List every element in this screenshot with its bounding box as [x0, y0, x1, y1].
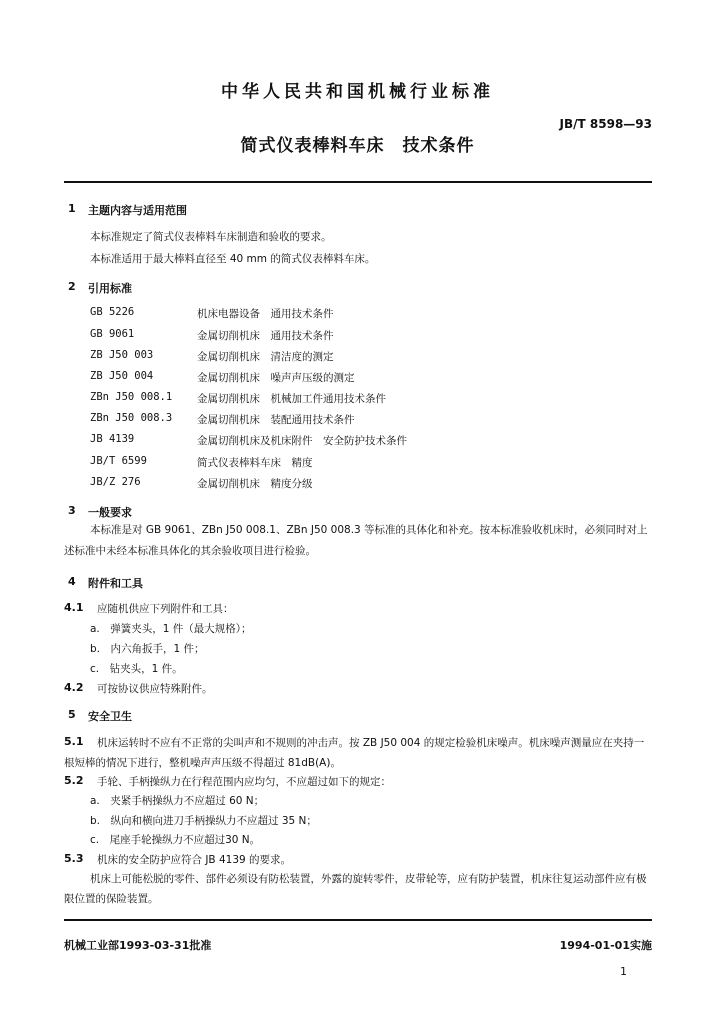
footer-divider [64, 919, 652, 921]
item-5-3-paragraph: 机床上可能松脱的零件、部件必须设有防松装置，外露的旋转零件，皮带轮等，应有防护装置，机床往复运动部件应有极限位置的保险装置。 [64, 873, 647, 905]
reference-code: GB 5226 [90, 306, 135, 318]
item-4-1-b: b. 内六角扳手，1 件； [90, 643, 205, 655]
section-3-number: 3 [68, 504, 76, 517]
reference-code: GB 9061 [90, 328, 135, 340]
reference-description: 金属切削机床 通用技术条件 [197, 330, 334, 342]
reference-code: JB/T 6599 [90, 455, 147, 467]
section-2-title: 引用标准 [88, 282, 132, 295]
standard-number: JB/T 8598—93 [559, 117, 652, 131]
section-3-paragraph: 本标准是对 GB 9061、ZBn J50 008.1、ZBn J50 008.3 等标准的具体化和补充。按本标准验收机床时，必须同时对上述标准中未经本标准具体化的其余验收项目进行检验。 [64, 524, 648, 557]
item-4-1-c: c. 钻夹头，1 件。 [90, 663, 183, 675]
section-3-title: 一般要求 [88, 506, 132, 519]
section-4-title: 附件和工具 [88, 577, 143, 590]
section-1-title: 主题内容与适用范围 [88, 204, 187, 217]
reference-code: ZBn J50 008.3 [90, 412, 173, 424]
reference-description: 金属切削机床及机床附件 安全防护技术条件 [197, 435, 407, 447]
item-5-1-text: 机床运转时不应有不正常的尖叫声和不规则的冲击声。按 ZB J50 004 的规定检验机床噪声。机床噪声测量应在夹持一根短棒的情况下进行，整机噪声声压级不得超过 81dB(A)。 [64, 737, 645, 769]
section-1-paragraph-1: 本标准规定了简式仪表棒料车床制造和验收的要求。 [90, 231, 332, 243]
reference-description: 金属切削机床 机械加工件通用技术条件 [197, 393, 386, 405]
reference-description: 金属切削机床 清洁度的测定 [197, 351, 334, 363]
item-5-2-c: c. 尾座手轮操纵力不应超过30 N。 [90, 834, 261, 846]
document-title: 简式仪表棒料车床 技术条件 [240, 136, 475, 156]
section-2-number: 2 [68, 280, 76, 293]
reference-code: JB 4139 [90, 433, 135, 445]
section-4-number: 4 [68, 575, 76, 588]
page-number: 1 [620, 965, 627, 978]
reference-code: ZB J50 003 [90, 349, 154, 361]
header-divider [64, 181, 652, 183]
item-5-2-number: 5.2 [64, 774, 84, 787]
reference-description: 金属切削机床 噪声声压级的测定 [197, 372, 355, 384]
implementation-date: 1994-01-01实施 [559, 939, 652, 952]
section-5-number: 5 [68, 708, 76, 721]
reference-code: ZB J50 004 [90, 370, 154, 382]
reference-description: 金属切削机床 装配通用技术条件 [197, 414, 355, 426]
reference-description: 机床电器设备 通用技术条件 [197, 308, 334, 320]
item-4-2-number: 4.2 [64, 681, 84, 694]
reference-code: JB/Z 276 [90, 476, 141, 488]
item-5-3-text: 机床的安全防护应符合 JB 4139 的要求。 [97, 854, 292, 866]
item-5-1-number: 5.1 [64, 735, 84, 748]
reference-description: 简式仪表棒料车床 精度 [197, 457, 313, 469]
item-5-3-number: 5.3 [64, 852, 84, 865]
reference-description: 金属切削机床 精度分级 [197, 478, 313, 490]
organization-title: 中华人民共和国机械行业标准 [221, 82, 494, 102]
reference-code: ZBn J50 008.1 [90, 391, 173, 403]
item-4-2-text: 可按协议供应特殊附件。 [97, 683, 213, 695]
item-5-2-a: a. 夹紧手柄操纵力不应超过 60 N； [90, 795, 265, 807]
section-5-title: 安全卫生 [88, 710, 132, 723]
section-1-number: 1 [68, 202, 76, 215]
item-4-1-number: 4.1 [64, 601, 84, 614]
item-5-2-text: 手轮、手柄操纵力在行程范围内应均匀，不应超过如下的规定： [97, 776, 391, 788]
item-5-2-b: b. 纵向和横向进刀手柄操纵力不应超过 35 N； [90, 815, 317, 827]
section-1-paragraph-2: 本标准适用于最大棒料直径至 40 mm 的简式仪表棒料车床。 [90, 253, 376, 265]
item-4-1-a: a. 弹簧夹头，1 件（最大规格）； [90, 623, 252, 635]
item-4-1-text: 应随机供应下列附件和工具： [97, 603, 234, 615]
approval-text: 机械工业部1993-03-31批准 [64, 939, 212, 952]
